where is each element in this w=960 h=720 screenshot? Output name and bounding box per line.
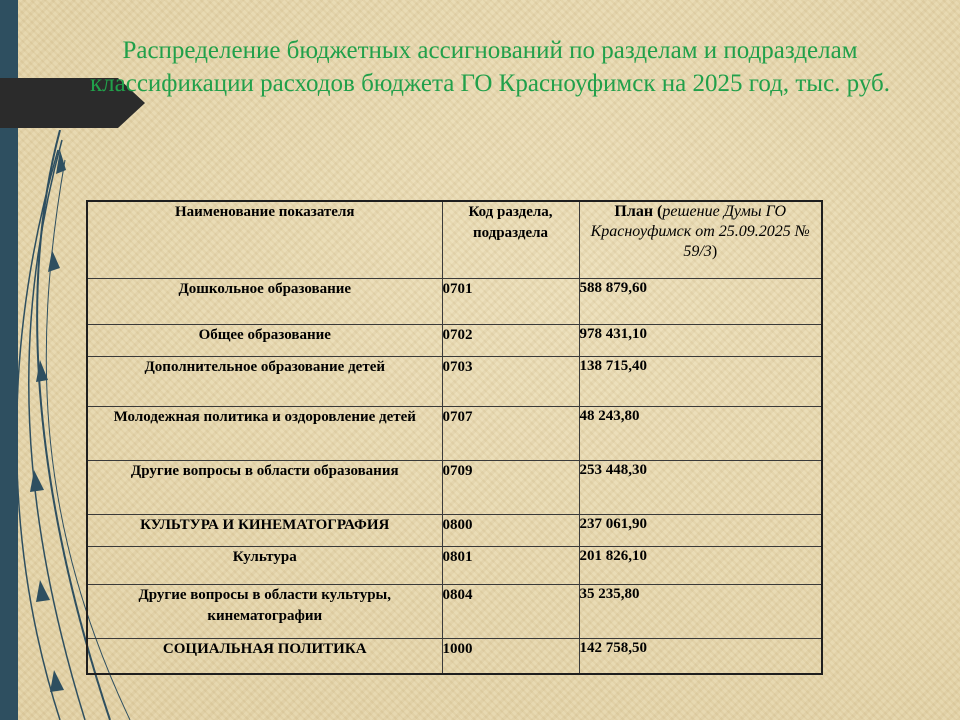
row-value: 142 758,50	[579, 638, 822, 674]
table-row	[87, 460, 822, 514]
table-row	[87, 584, 822, 638]
header-plan-decision: решение Думы ГО Красноуфимск от 25.09.2025 № 59/3	[590, 203, 810, 260]
table-row	[87, 324, 822, 356]
row-code: 0709	[442, 460, 579, 514]
table-row	[87, 514, 822, 546]
header-plan	[579, 201, 822, 278]
row-value: 48 243,80	[579, 406, 822, 460]
header-plan-label: План (	[614, 203, 663, 220]
row-code: 0801	[442, 546, 579, 584]
row-code: 0800	[442, 514, 579, 546]
row-name: Другие вопросы в области культуры, кинематографии	[87, 584, 442, 638]
row-code: 1000	[442, 638, 579, 674]
row-code: 0707	[442, 406, 579, 460]
row-value: 35 235,80	[579, 584, 822, 638]
table-row	[87, 278, 822, 324]
row-code: 0702	[442, 324, 579, 356]
row-code: 0701	[442, 278, 579, 324]
row-value: 253 448,30	[579, 460, 822, 514]
row-code: 0804	[442, 584, 579, 638]
table-header-row	[87, 201, 822, 278]
header-name: Наименование показателя	[87, 201, 442, 278]
row-name: Общее образование	[87, 324, 442, 356]
budget-table	[86, 200, 823, 675]
row-name: Молодежная политика и оздоровление детей	[87, 406, 442, 460]
row-value: 201 826,10	[579, 546, 822, 584]
header-code: Код раздела, подраздела	[442, 201, 579, 278]
page-title: Распределение бюджетных ассигнований по разделам и подразделам классификации расходов бюджета ГО Красноуфимск на 2025 год, тыс. руб.	[90, 37, 890, 97]
row-code: 0703	[442, 356, 579, 406]
table-row	[87, 638, 822, 674]
row-value: 237 061,90	[579, 514, 822, 546]
header-plan-close: )	[711, 243, 718, 260]
table-row	[87, 406, 822, 460]
row-name: Культура	[87, 546, 442, 584]
row-name: СОЦИАЛЬНАЯ ПОЛИТИКА	[87, 638, 442, 674]
table-row	[87, 356, 822, 406]
table-row	[87, 546, 822, 584]
row-name: Дополнительное образование детей	[87, 356, 442, 406]
row-value: 138 715,40	[579, 356, 822, 406]
row-name: Дошкольное образование	[87, 278, 442, 324]
row-name: КУЛЬТУРА И КИНЕМАТОГРАФИЯ	[87, 514, 442, 546]
row-value: 588 879,60	[579, 278, 822, 324]
row-value: 978 431,10	[579, 324, 822, 356]
row-name: Другие вопросы в области образования	[87, 460, 442, 514]
